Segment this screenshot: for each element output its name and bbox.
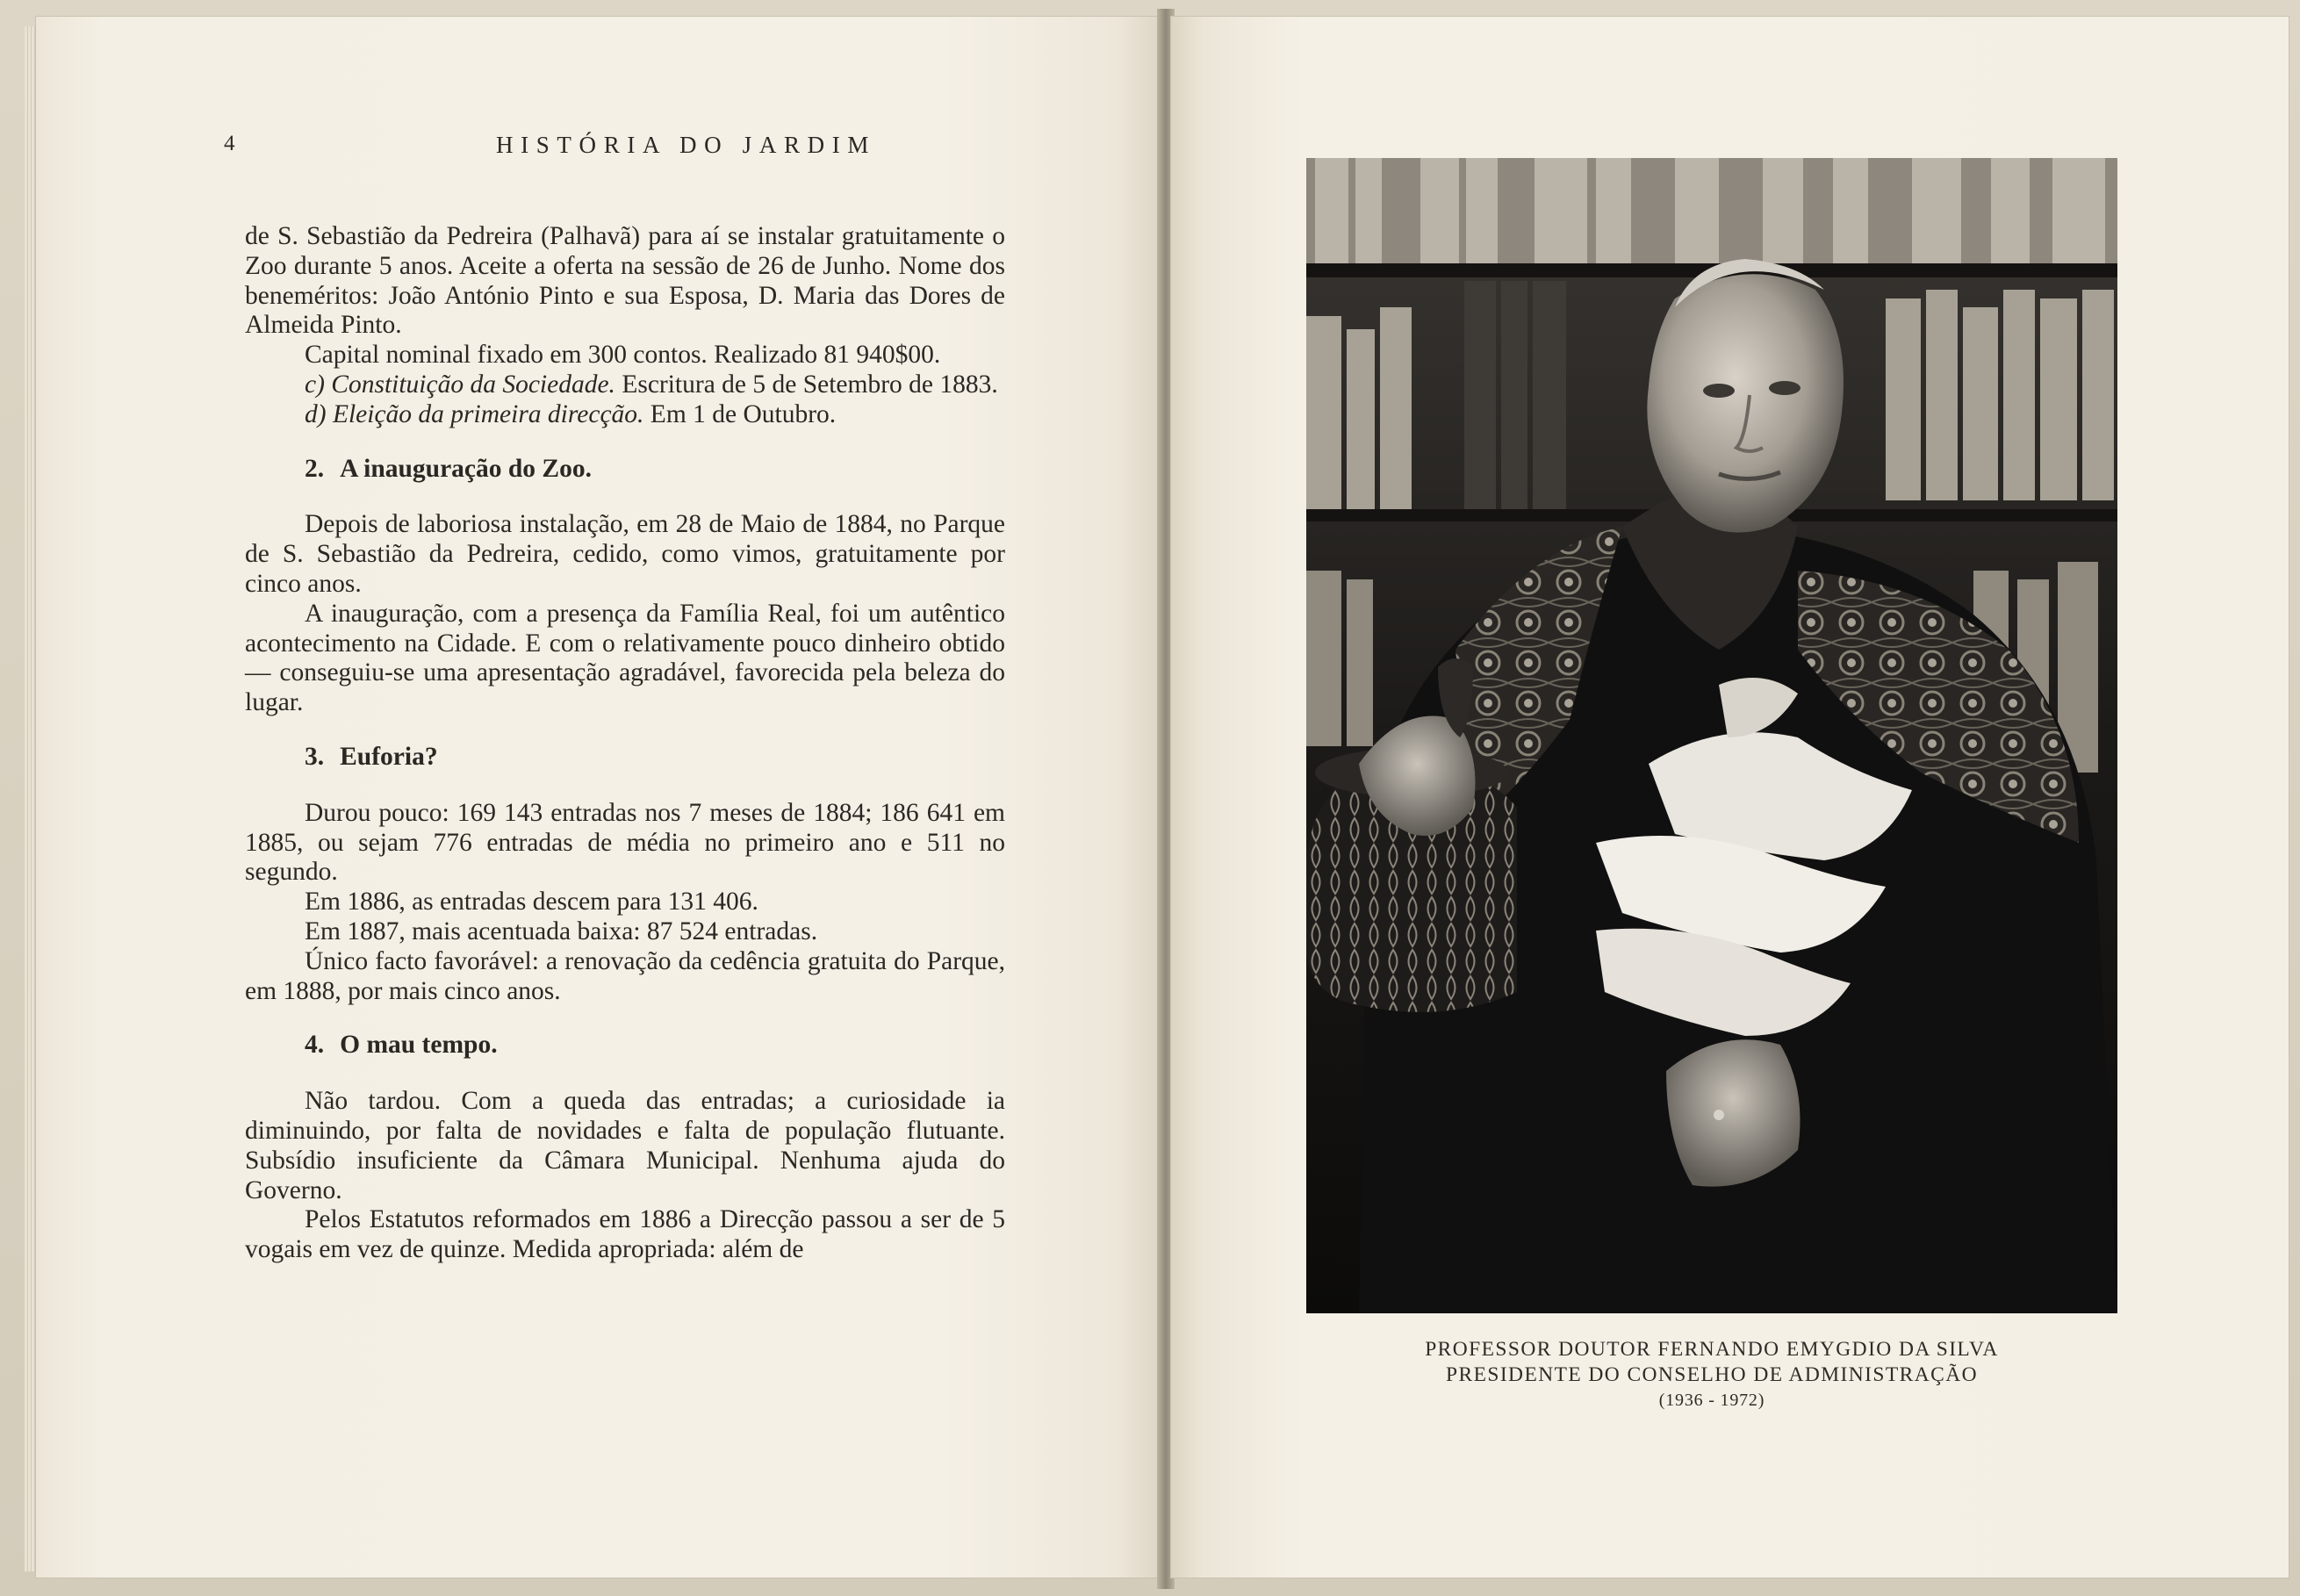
paragraph: Pelos Estatutos reformados em 1886 a Direcção passou a ser de 5 vogais em vez de quinze. Medida apropriada: além de (245, 1205, 1005, 1264)
section-number: 3. (305, 742, 325, 771)
page-number: 4 (224, 132, 235, 155)
section-heading (245, 455, 1005, 485)
intro-paragraph: de S. Sebastião da Pedreira (Palhavã) para aí se instalar gratuitamente o Zoo durante 5 anos. Aceite a oferta na sessão de 26 de Junho. Nome dos beneméritos: João António Pinto e sua Esposa, D. Maria das Dores de Almeida Pinto. (245, 222, 1005, 340)
paragraph: A inauguração, com a presença da Família Real, foi um autêntico acontecimento na Cidade. E com o relativamente pouco dinheiro obtido — conseguiu-se uma apresentação agradável, favorecida pela beleza do lugar. (245, 599, 1005, 717)
item-c-text: Escritura de 5 de Setembro de 1883. (615, 370, 998, 399)
paragraph: Depois de laboriosa instalação, em 28 de Maio de 1884, no Parque de S. Sebastião da Pedreira, cedido, como vimos, gratuitamente por cinco anos. (245, 510, 1005, 598)
item-c-label: c) Constituição da Sociedade. (305, 370, 615, 399)
section-number: 4. (305, 1031, 325, 1060)
photo-caption (1306, 1337, 2117, 1413)
caption-title: PRESIDENTE DO CONSELHO DE ADMINISTRAÇÃO (1446, 1363, 1978, 1386)
section-title: A inauguração do Zoo. (340, 454, 592, 483)
paragraph: Em 1886, as entradas descem para 131 406. (305, 888, 758, 917)
paragraph: Não tardou. Com a queda das entradas; a curiosidade ia diminuindo, por falta de novidades e falta de população flutuante. Subsídio insuficiente da Câmara Municipal. Nenhuma ajuda do Governo. (245, 1087, 1005, 1204)
section-number: 2. (305, 454, 325, 483)
item-d-label: d) Eleição da primeira direcção. (305, 399, 644, 428)
caption-years: (1936 - 1972) (1658, 1391, 1765, 1410)
portrait-photo (1306, 158, 2117, 1313)
item-d-paragraph (245, 400, 1005, 430)
section-title: Euforia? (340, 742, 438, 771)
body-text (245, 222, 1005, 1265)
section-title: O mau tempo. (340, 1031, 498, 1060)
paragraph: Único facto favorável: a renovação da cedência gratuita do Parque, em 1888, por mais cinco anos. (245, 946, 1005, 1005)
paragraph: Durou pouco: 169 143 entradas nos 7 meses de 1884; 186 641 em 1885, ou sejam 776 entradas de média no primeiro ano e 511 no segundo. (245, 798, 1005, 887)
caption-name: PROFESSOR DOUTOR FERNANDO EMYGDIO DA SILVA (1425, 1338, 1999, 1361)
item-d-text: Em 1 de Outubro. (643, 399, 837, 428)
section-heading (245, 743, 1005, 773)
running-head-title: HISTÓRIA DO JARDIM (496, 132, 877, 158)
portrait-illustration (1306, 158, 2117, 1313)
section-heading (245, 1031, 1005, 1060)
capital-paragraph: Capital nominal fixado em 300 contos. Realizado 81 940$00. (305, 341, 941, 370)
paragraph: Em 1887, mais acentuada baixa: 87 524 entradas. (305, 917, 818, 945)
item-c-paragraph (245, 370, 1005, 400)
